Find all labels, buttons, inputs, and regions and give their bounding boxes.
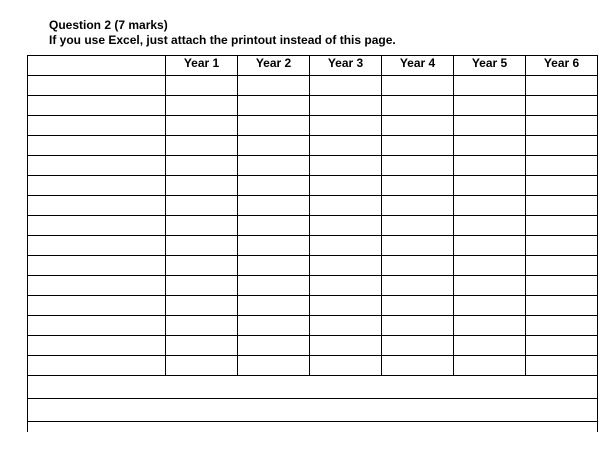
- header-year-1: Year 1: [166, 56, 238, 76]
- value-cell: [382, 256, 454, 276]
- table-row: [28, 116, 598, 136]
- value-cell: [454, 256, 526, 276]
- value-cell: [166, 276, 238, 296]
- value-cell: [238, 176, 310, 196]
- row-label-cell: [28, 76, 166, 96]
- header-year-6: Year 6: [526, 56, 598, 76]
- value-cell: [310, 136, 382, 156]
- value-cell: [526, 296, 598, 316]
- value-cell: [382, 216, 454, 236]
- value-cell: [382, 276, 454, 296]
- value-cell: [382, 236, 454, 256]
- value-cell: [382, 356, 454, 376]
- table-row: [28, 136, 598, 156]
- row-label-cell: [28, 336, 166, 356]
- table-row: [28, 296, 598, 316]
- value-cell: [454, 336, 526, 356]
- value-cell: [526, 156, 598, 176]
- value-cell: [310, 276, 382, 296]
- value-cell: [166, 296, 238, 316]
- value-cell: [166, 136, 238, 156]
- value-cell: [382, 156, 454, 176]
- value-cell: [166, 116, 238, 136]
- value-cell: [454, 316, 526, 336]
- value-cell: [454, 156, 526, 176]
- value-cell: [238, 116, 310, 136]
- value-cell: [238, 356, 310, 376]
- value-cell: [382, 116, 454, 136]
- value-cell: [454, 136, 526, 156]
- value-cell: [382, 336, 454, 356]
- value-cell: [166, 216, 238, 236]
- value-cell: [310, 156, 382, 176]
- value-cell: [454, 236, 526, 256]
- value-cell: [310, 116, 382, 136]
- value-cell: [166, 236, 238, 256]
- value-cell: [310, 196, 382, 216]
- value-cell: [526, 176, 598, 196]
- value-cell: [526, 276, 598, 296]
- value-cell: [526, 96, 598, 116]
- table-row: [28, 256, 598, 276]
- table-row: [28, 96, 598, 116]
- row-label-cell: [28, 236, 166, 256]
- value-cell: [166, 96, 238, 116]
- row-label-cell: [28, 116, 166, 136]
- row-label-cell: [28, 96, 166, 116]
- row-label-cell: [28, 316, 166, 336]
- question-instruction: If you use Excel, just attach the printout instead of this page.: [49, 33, 396, 47]
- value-cell: [310, 256, 382, 276]
- question-title: Question 2 (7 marks): [49, 18, 168, 32]
- value-cell: [382, 196, 454, 216]
- table-row: [28, 216, 598, 236]
- value-cell: [310, 236, 382, 256]
- row-label-cell: [28, 196, 166, 216]
- value-cell: [310, 356, 382, 376]
- value-cell: [238, 256, 310, 276]
- row-label-cell: [28, 356, 166, 376]
- value-cell: [166, 156, 238, 176]
- value-cell: [166, 316, 238, 336]
- full-width-cell: [28, 399, 598, 422]
- row-label-cell: [28, 216, 166, 236]
- row-label-cell: [28, 256, 166, 276]
- value-cell: [526, 236, 598, 256]
- value-cell: [310, 96, 382, 116]
- table-row: [28, 276, 598, 296]
- value-cell: [238, 316, 310, 336]
- partial-row-cell: [28, 422, 598, 432]
- full-width-cell: [28, 376, 598, 399]
- header-year-2: Year 2: [238, 56, 310, 76]
- value-cell: [454, 296, 526, 316]
- value-cell: [382, 76, 454, 96]
- value-cell: [526, 336, 598, 356]
- value-cell: [238, 276, 310, 296]
- value-cell: [454, 216, 526, 236]
- value-cell: [454, 196, 526, 216]
- value-cell: [382, 296, 454, 316]
- value-cell: [310, 336, 382, 356]
- header-label-cell: [28, 56, 166, 76]
- value-cell: [382, 176, 454, 196]
- header-year-5: Year 5: [454, 56, 526, 76]
- answer-table: [27, 55, 598, 432]
- row-label-cell: [28, 296, 166, 316]
- value-cell: [382, 316, 454, 336]
- row-label-cell: [28, 156, 166, 176]
- value-cell: [166, 256, 238, 276]
- table-row: [28, 236, 598, 256]
- value-cell: [238, 296, 310, 316]
- value-cell: [454, 276, 526, 296]
- full-width-row: [28, 399, 598, 422]
- table-row: [28, 176, 598, 196]
- value-cell: [454, 176, 526, 196]
- table-row: [28, 156, 598, 176]
- value-cell: [238, 156, 310, 176]
- value-cell: [454, 76, 526, 96]
- value-cell: [238, 96, 310, 116]
- value-cell: [310, 316, 382, 336]
- value-cell: [454, 96, 526, 116]
- value-cell: [310, 216, 382, 236]
- value-cell: [526, 196, 598, 216]
- table-row: [28, 356, 598, 376]
- value-cell: [310, 176, 382, 196]
- value-cell: [166, 196, 238, 216]
- value-cell: [166, 176, 238, 196]
- value-cell: [454, 116, 526, 136]
- header-year-4: Year 4: [382, 56, 454, 76]
- value-cell: [526, 356, 598, 376]
- value-cell: [310, 76, 382, 96]
- value-cell: [310, 296, 382, 316]
- value-cell: [526, 116, 598, 136]
- value-cell: [526, 76, 598, 96]
- value-cell: [526, 256, 598, 276]
- value-cell: [166, 336, 238, 356]
- question-heading: [49, 18, 396, 48]
- table-row: [28, 336, 598, 356]
- value-cell: [526, 216, 598, 236]
- value-cell: [526, 316, 598, 336]
- table-row: [28, 196, 598, 216]
- partial-row: [28, 422, 598, 432]
- value-cell: [382, 96, 454, 116]
- value-cell: [238, 216, 310, 236]
- value-cell: [526, 136, 598, 156]
- table-row: [28, 76, 598, 96]
- header-year-3: Year 3: [310, 56, 382, 76]
- value-cell: [382, 136, 454, 156]
- table-header-row: [28, 56, 598, 76]
- value-cell: [238, 196, 310, 216]
- value-cell: [454, 356, 526, 376]
- value-cell: [238, 236, 310, 256]
- row-label-cell: [28, 176, 166, 196]
- row-label-cell: [28, 276, 166, 296]
- table-row: [28, 316, 598, 336]
- row-label-cell: [28, 136, 166, 156]
- value-cell: [166, 76, 238, 96]
- value-cell: [166, 356, 238, 376]
- value-cell: [238, 76, 310, 96]
- value-cell: [238, 336, 310, 356]
- value-cell: [238, 136, 310, 156]
- full-width-row: [28, 376, 598, 399]
